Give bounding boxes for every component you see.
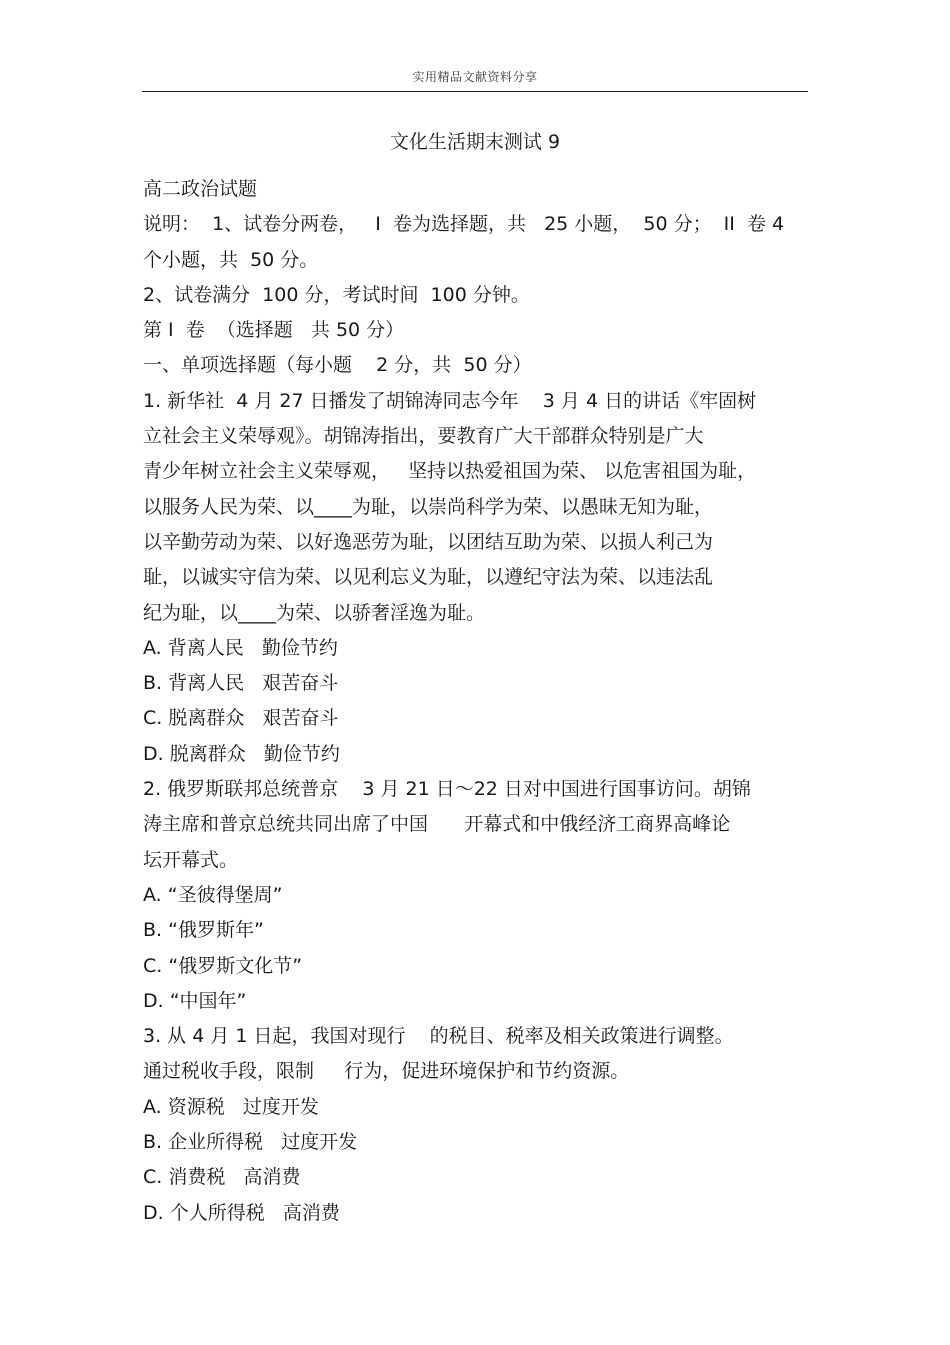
- option-line: B. 背离人民 艰苦奋斗: [143, 672, 339, 695]
- text-line: 3. 从 4 月 1 日起，我国对现行 的税目、税率及相关政策进行调整。: [143, 1025, 734, 1048]
- option-line: C. 消费税 高消费: [143, 1166, 301, 1189]
- text-line: 个小题，共 50 分。: [143, 248, 319, 271]
- option-line: B. 企业所得税 过度开发: [143, 1131, 358, 1154]
- option-line: D. 脱离群众 勤俭节约: [143, 742, 340, 765]
- option-line: B. “俄罗斯年”: [143, 919, 264, 942]
- text-line: 纪为耻，以____为荣、以骄奢淫逸为耻。: [143, 601, 486, 624]
- text-line: 通过税收手段，限制 行为，促进环境保护和节约资源。: [143, 1060, 630, 1083]
- page-header: 实用精品文献资料分享: [412, 70, 538, 84]
- text-line: 高二政治试题: [143, 178, 258, 200]
- text-line: 青少年树立社会主义荣辱观， 坚持以热爱祖国为荣、 以危害祖国为耻，: [143, 460, 757, 483]
- text-line: 耻，以诚实守信为荣、以见利忘义为耻，以遵纪守法为荣、以违法乱: [143, 566, 714, 589]
- text-line: 一、单项选择题（每小题 2 分，共 50 分）: [143, 354, 532, 377]
- text-line: 以服务人民为荣、以____为耻，以崇尚科学为荣、以愚昧无知为耻，: [143, 495, 714, 518]
- text-line: 2、试卷满分 100 分，考试时间 100 分钟。: [143, 283, 530, 306]
- text-line: 第 I 卷 （选择题 共 50 分）: [143, 319, 405, 342]
- option-line: C. “俄罗斯文化节”: [143, 954, 303, 977]
- document-body: [143, 172, 799, 1231]
- text-line: 说明： 1、试卷分两卷， I 卷为选择题，共 25 小题， 50 分； II 卷 4: [143, 213, 785, 236]
- text-line: 2. 俄罗斯联邦总统普京 3 月 21 日～22 日对中国进行国事访问。胡锦: [143, 778, 751, 801]
- text-line: 立社会主义荣辱观》。胡锦涛指出，要教育广大干部群众特别是广大: [143, 425, 704, 448]
- option-line: A. “圣彼得堡周”: [143, 883, 283, 906]
- text-line: 坛开幕式。: [143, 848, 239, 871]
- text-line: 以辛勤劳动为荣、以好逸恶劳为耻，以团结互助为荣、以损人利己为: [143, 530, 714, 553]
- option-line: A. 背离人民 勤俭节约: [143, 636, 338, 659]
- header-divider: [142, 91, 808, 92]
- text-line: 1. 新华社 4 月 27 日播发了胡锦涛同志今年 3 月 4 日的讲话《牢固树: [143, 389, 757, 412]
- option-line: C. 脱离群众 艰苦奋斗: [143, 707, 339, 730]
- option-line: D. “中国年”: [143, 989, 247, 1012]
- text-line: 涛主席和普京总统共同出席了中国 开幕式和中俄经济工商界高峰论: [143, 813, 731, 836]
- option-line: D. 个人所得税 高消费: [143, 1201, 340, 1224]
- document-title: 文化生活期末测试 9: [389, 131, 561, 153]
- option-line: A. 资源税 过度开发: [143, 1095, 319, 1118]
